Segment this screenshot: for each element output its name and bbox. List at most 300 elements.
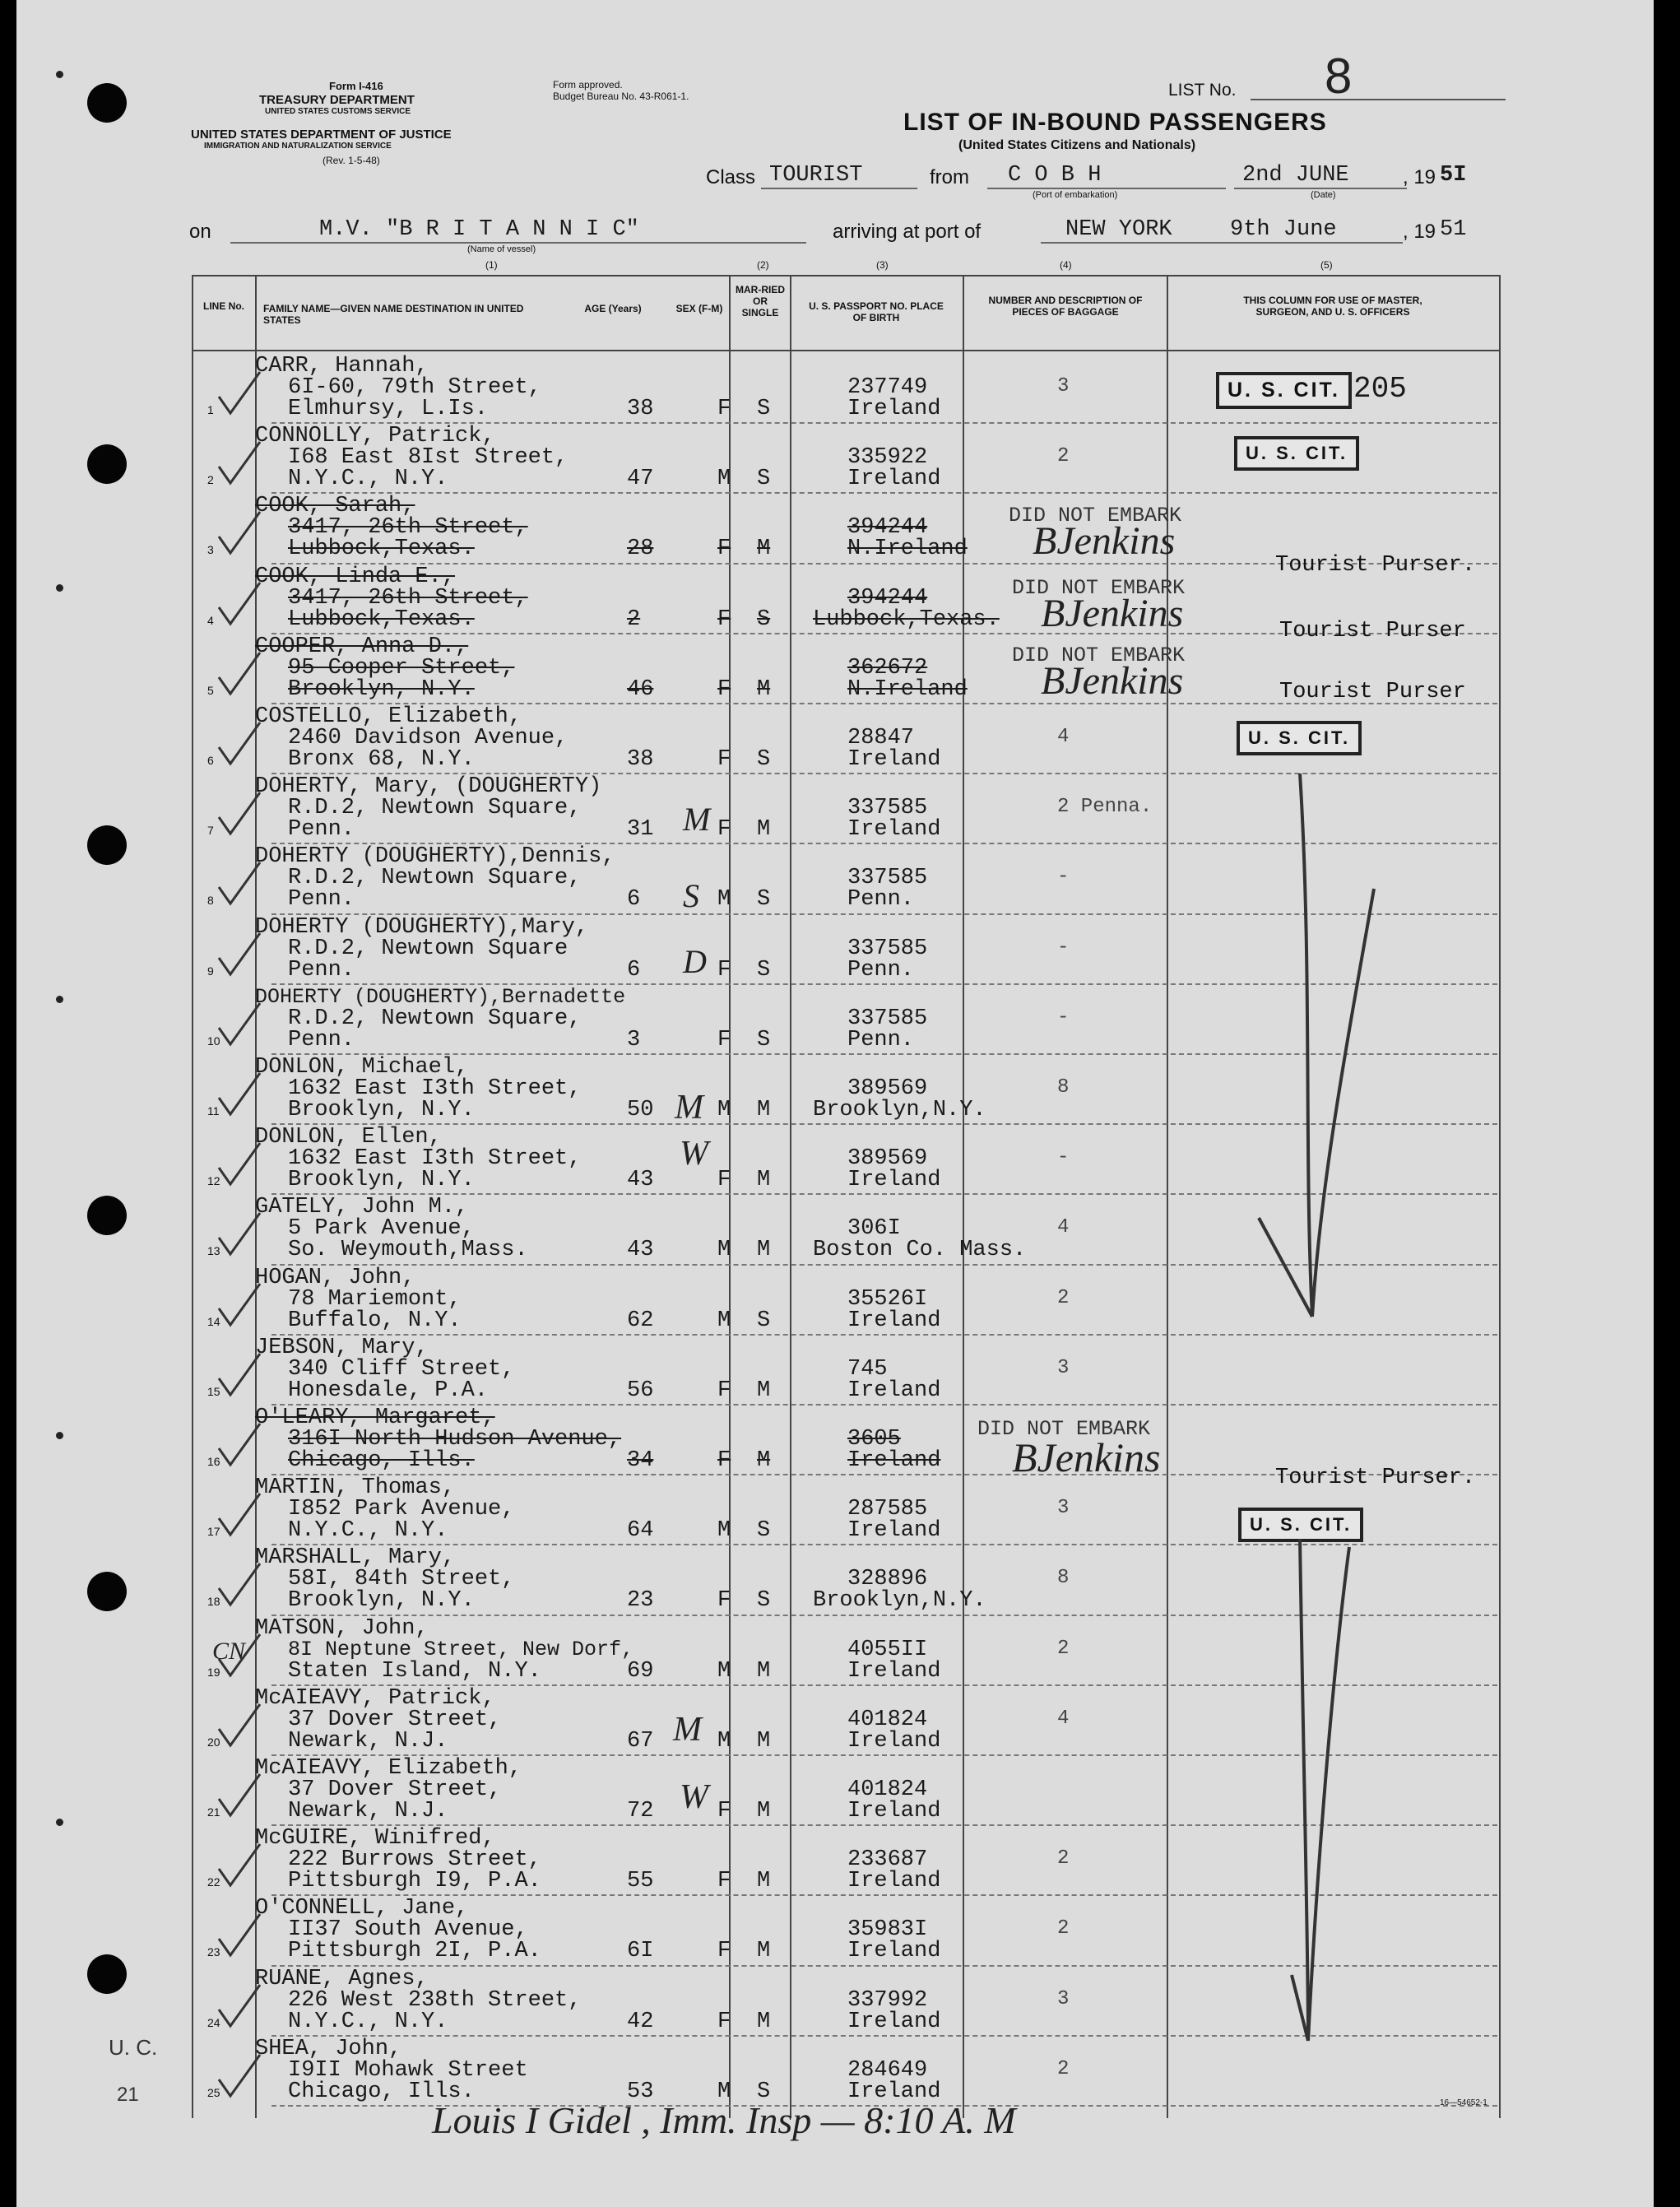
passport-number: 35526I [847, 1286, 928, 1312]
passport-number: 284649 [847, 2057, 928, 2083]
col-married: MAR-RIED OR SINGLE [736, 284, 785, 318]
address-line2: Newark, N.J. [288, 1728, 448, 1754]
line-number: 16 [207, 1455, 220, 1468]
address-line1: R.D.2, Newtown Square, [288, 796, 582, 821]
purser-label: Tourist Purser. [1275, 1466, 1476, 1490]
budget-bureau: Budget Bureau No. 43-R061-1. [553, 91, 689, 102]
address-line1: I9II Mohawk Street [288, 2057, 528, 2083]
age: 34 [627, 1448, 654, 1473]
marital-status: M [757, 676, 771, 702]
address-line2: Penn. [288, 1027, 355, 1052]
address-line1: II37 South Avenue, [288, 1917, 528, 1943]
sex: F [717, 1939, 731, 1964]
address-line2: Lubbock,Texas. [288, 537, 475, 562]
passenger-name: HOGAN, John, [255, 1265, 415, 1290]
age: 38 [627, 747, 654, 772]
place-of-birth: Ireland [847, 2009, 941, 2034]
age: 50 [627, 1098, 654, 1122]
sex: M [717, 887, 731, 913]
passport-number: 394244 [847, 585, 928, 611]
line-number: 17 [207, 1525, 220, 1539]
col-sex: SEX (F-M) [675, 303, 723, 314]
sex: F [717, 1869, 731, 1894]
place-of-birth: Penn. [847, 957, 915, 983]
marital-status: M [757, 1939, 771, 1964]
marital-status: S [757, 1518, 771, 1544]
passenger-name: DONLON, Michael, [255, 1055, 469, 1080]
check-mark-icon [214, 859, 263, 908]
line-number: 19 [207, 1665, 220, 1679]
passport-number: 233687 [847, 1847, 928, 1873]
baggage: - [1057, 936, 1070, 959]
check-mark-icon [214, 649, 263, 699]
marital-status: M [757, 1168, 771, 1193]
check-mark-icon [214, 1771, 263, 1820]
baggage: 2 [1057, 445, 1070, 468]
corner-mark: U. C. [109, 2035, 158, 2060]
table-row [33, 1967, 1670, 2037]
place-of-birth: Lubbock,Texas. [813, 606, 1000, 632]
margin-mark: M [673, 1711, 702, 1749]
age: 56 [627, 1378, 654, 1403]
address-line1: R.D.2, Newtown Square [288, 936, 569, 961]
place-of-birth: Ireland [847, 817, 941, 843]
address-line1: 1632 East I3th Street, [288, 1076, 582, 1101]
place-of-birth: Penn. [847, 887, 915, 913]
purser-label: Tourist Purser [1279, 680, 1466, 704]
did-not-embark-stamp: DID NOT EMBARK [1009, 504, 1182, 527]
check-mark-icon [214, 1140, 263, 1189]
margin-mark: D [683, 943, 707, 980]
check-mark-icon [214, 930, 263, 979]
age: 47 [627, 467, 654, 492]
purser-signature: BJenkins [1012, 1434, 1161, 1480]
line-number: 24 [207, 2015, 220, 2029]
table-row [33, 1266, 1670, 1336]
passenger-name: CARR, Hannah, [255, 354, 429, 379]
marital-status: S [757, 957, 771, 983]
place-of-birth: Ireland [847, 2079, 941, 2104]
marital-status: M [757, 1869, 771, 1894]
sex: F [717, 1588, 731, 1614]
age: 55 [627, 1869, 654, 1894]
line-number: 3 [207, 543, 214, 557]
line-number: 14 [207, 1314, 220, 1328]
passport-number: 287585 [847, 1497, 928, 1522]
address-line1: 95 Cooper Street, [288, 655, 515, 681]
passenger-name: GATELY, John M., [255, 1195, 469, 1220]
age: 31 [627, 817, 654, 843]
passenger-name: DOHERTY (DOUGHERTY),Dennis, [255, 844, 615, 870]
address-line2: Brooklyn, N.Y. [288, 1098, 475, 1122]
margin-mark: W [680, 1778, 708, 1816]
passport-number: 389569 [847, 1146, 928, 1172]
baggage: 2 Penna. [1057, 796, 1153, 819]
place-of-birth: Ireland [847, 747, 941, 772]
line-number: 18 [207, 1595, 220, 1609]
passport-number: 337585 [847, 796, 928, 821]
check-mark-icon [214, 439, 263, 488]
document-page [16, 0, 1654, 2207]
row-divider [271, 422, 1497, 424]
baggage: 8 [1057, 1567, 1070, 1590]
place-of-birth: Ireland [847, 1308, 941, 1333]
age: 53 [627, 2079, 654, 2104]
vessel-caption: (Name of vessel) [467, 244, 536, 254]
passport-number: 745 [847, 1356, 888, 1382]
table-row [33, 1686, 1670, 1756]
address-line1: 58I, 84th Street, [288, 1567, 515, 1592]
sex: M [717, 1518, 731, 1544]
address-line2: Elmhursy, L.Is. [288, 397, 489, 421]
arriving-label: arriving at port of [833, 221, 982, 243]
age: 3 [627, 1027, 641, 1052]
line-number: 1 [207, 403, 214, 416]
passenger-name: MARSHALL, Mary, [255, 1545, 456, 1571]
department-justice: UNITED STATES DEPARTMENT OF JUSTICE [191, 128, 452, 142]
check-mark-icon [214, 369, 263, 418]
passenger-name: O'LEARY, Margaret, [255, 1406, 495, 1430]
passenger-name: DOHERTY (DOUGHERTY),Bernadette [255, 984, 626, 1009]
line-number: 5 [207, 683, 214, 697]
sex: M [717, 1658, 731, 1684]
passenger-name: COOK, Sarah, [255, 494, 415, 519]
place-of-birth: Ireland [847, 1939, 941, 1964]
baggage: - [1057, 866, 1070, 889]
address-line1: 37 Dover Street, [288, 1707, 502, 1732]
address-line2: N.Y.C., N.Y. [288, 467, 448, 492]
check-mark-icon [214, 1350, 263, 1400]
list-number: 8 [1325, 49, 1353, 104]
line-number: 10 [207, 1034, 220, 1048]
arrival-date: 9th June [1230, 217, 1337, 242]
address-line2: Brooklyn, N.Y. [288, 1168, 475, 1193]
us-cit-stamp: U. S. CIT. [1216, 372, 1352, 409]
check-mark-icon [214, 509, 263, 558]
address-line2: So. Weymouth,Mass. [288, 1238, 528, 1263]
check-mark-icon [214, 1490, 263, 1540]
passport-number: 401824 [847, 1707, 928, 1732]
from-value: C O B H [1008, 163, 1102, 188]
class-value: TOURIST [769, 163, 863, 188]
address-line1: R.D.2, Newtown Square, [288, 866, 582, 891]
passenger-name: McGUIRE, Winifred, [255, 1826, 495, 1852]
place-of-birth: Ireland [847, 1378, 941, 1403]
age: 23 [627, 1588, 654, 1614]
table-row [33, 354, 1670, 424]
marital-status: M [757, 1098, 771, 1122]
line-number: 13 [207, 1244, 220, 1258]
sex: M [717, 1308, 731, 1333]
baggage: 3 [1057, 375, 1070, 397]
page-subtitle: (United States Citizens and Nationals) [958, 138, 1196, 152]
address-line1: 8I Neptune Street, New Dorf, [288, 1637, 634, 1661]
passport-number: 394244 [847, 515, 928, 541]
margin-mark: CN [212, 1638, 246, 1665]
address-line1: 5 Park Avenue, [288, 1216, 475, 1242]
on-label: on [189, 221, 211, 243]
check-mark-icon [214, 1070, 263, 1119]
passport-number: 337585 [847, 1006, 928, 1031]
col-num-2: (2) [757, 259, 769, 271]
col-num-4: (4) [1060, 259, 1072, 271]
marital-status: M [757, 1238, 771, 1263]
place-of-birth: Brooklyn,N.Y. [813, 1588, 986, 1614]
place-of-birth: Ireland [847, 1168, 941, 1193]
address-line2: Chicago, Ills. [288, 1448, 475, 1473]
baggage: 3 [1057, 1987, 1070, 2010]
did-not-embark-stamp: DID NOT EMBARK [1012, 644, 1186, 667]
passenger-name: DOHERTY, Mary, (DOUGHERTY) [255, 774, 602, 800]
place-of-birth: N.Ireland [847, 676, 968, 702]
col-name: FAMILY NAME—GIVEN NAME DESTINATION IN UNITED STATES [263, 303, 524, 326]
address-line2: Pittsburgh I9, P.A. [288, 1869, 541, 1894]
line-number: 2 [207, 473, 214, 487]
table-row [33, 1055, 1670, 1125]
marital-status: M [757, 1378, 771, 1403]
address-line1: R.D.2, Newtown Square, [288, 1006, 582, 1031]
table-row [33, 1545, 1670, 1615]
line-number: 23 [207, 1945, 220, 1959]
form-approved: Form approved. [553, 79, 623, 91]
passenger-name: DOHERTY (DOUGHERTY),Mary, [255, 914, 589, 940]
address-line1: 226 West 238th Street, [288, 1987, 582, 2013]
marital-status: M [757, 1728, 771, 1754]
line-number: 7 [207, 824, 214, 838]
port-caption: (Port of embarkation) [1033, 190, 1118, 200]
passenger-name: COOPER, Anna D., [255, 634, 469, 659]
passport-number: 335922 [847, 445, 928, 471]
passport-number: 337992 [847, 1987, 928, 2013]
table-row [33, 1616, 1670, 1686]
baggage: 4 [1057, 1707, 1070, 1730]
table-row [33, 1125, 1670, 1195]
line-number: 11 [207, 1104, 220, 1117]
age: 72 [627, 1799, 654, 1824]
address-line1: 1632 East I3th Street, [288, 1146, 582, 1172]
check-mark-icon [214, 1280, 263, 1330]
address-line2: Buffalo, N.Y. [288, 1308, 462, 1333]
col-num-3: (3) [876, 259, 889, 271]
address-line2: Brooklyn, N.Y. [288, 1588, 475, 1614]
sex: F [717, 676, 731, 702]
place-of-birth: Ireland [847, 467, 941, 492]
baggage: 4 [1057, 726, 1070, 748]
age: 62 [627, 1308, 654, 1333]
sex: F [717, 1799, 731, 1824]
age: 64 [627, 1518, 654, 1544]
purser-signature: BJenkins [1041, 592, 1184, 635]
address-line2: N.Y.C., N.Y. [288, 2009, 448, 2034]
us-cit-stamp: U. S. CIT. [1237, 721, 1362, 755]
year1-value: 5I [1440, 163, 1467, 188]
marital-status: S [757, 747, 771, 772]
passenger-name: RUANE, Agnes, [255, 1966, 429, 1991]
sex: F [717, 747, 731, 772]
passenger-name: McAIEAVY, Elizabeth, [255, 1756, 522, 1781]
table-row [33, 2037, 1670, 2107]
place-of-birth: Brooklyn,N.Y. [813, 1098, 986, 1122]
check-mark-icon [214, 1841, 263, 1890]
table-row [33, 704, 1670, 774]
purser-label: Tourist Purser [1279, 619, 1466, 644]
address-line2: N.Y.C., N.Y. [288, 1518, 448, 1544]
sex: M [717, 2079, 731, 2104]
sex: M [717, 1238, 731, 1263]
us-cit-stamp: U. S. CIT. [1238, 1508, 1363, 1542]
check-mark-icon [214, 1911, 263, 1960]
check-mark-icon [214, 719, 263, 769]
check-mark-icon [214, 1210, 263, 1259]
date-caption: (Date) [1311, 190, 1336, 200]
table-row [33, 1826, 1670, 1896]
age: 43 [627, 1168, 654, 1193]
line-number: 9 [207, 964, 214, 978]
col-num-5: (5) [1320, 259, 1333, 271]
address-line2: Honesdale, P.A. [288, 1378, 489, 1403]
age: 28 [627, 537, 654, 562]
passenger-name: McAIEAVY, Patrick, [255, 1685, 495, 1711]
marital-status: S [757, 397, 771, 421]
line-number: 4 [207, 613, 214, 627]
vessel-name: M.V. "B R I T A N N I C" [319, 217, 639, 242]
margin-mark: S [683, 877, 699, 914]
baggage: 2 [1057, 1637, 1070, 1660]
passport-number: 337585 [847, 936, 928, 961]
line-number: 25 [207, 2085, 220, 2099]
sex: F [717, 606, 731, 632]
address-line1: 340 Cliff Street, [288, 1356, 515, 1382]
table-row [33, 1896, 1670, 1966]
sex: F [717, 957, 731, 983]
passenger-name: JEBSON, Mary, [255, 1335, 429, 1360]
passport-number: 3605 [847, 1427, 901, 1452]
punch-hole [87, 83, 127, 123]
address-line1: 3417, 26th Street, [288, 585, 528, 611]
check-mark-icon [214, 789, 263, 839]
form-number: Form I-416 [329, 80, 383, 92]
place-of-birth: Ireland [847, 1728, 941, 1754]
check-mark-icon [214, 1560, 263, 1610]
age: 6 [627, 887, 641, 913]
count-annotation: 205 [1353, 372, 1407, 406]
table-row [33, 1756, 1670, 1826]
table-row [33, 1336, 1670, 1406]
line-number: 20 [207, 1735, 220, 1749]
baggage: 2 [1057, 1286, 1070, 1309]
list-no-label: LIST No. [1168, 81, 1237, 100]
sex: F [717, 817, 731, 843]
address-line1: I852 Park Avenue, [288, 1497, 515, 1522]
place-of-birth: Ireland [847, 397, 941, 421]
table-row [33, 915, 1670, 985]
place-of-birth: N.Ireland [847, 537, 968, 562]
margin-mark: M [675, 1089, 703, 1127]
pencil-check-strokes [1168, 724, 1382, 2140]
col-passport: U. S. PASSPORT NO. PLACE OF BIRTH [809, 300, 944, 323]
col-num-1: (1) [485, 259, 498, 271]
passenger-name: COOK, Linda E., [255, 564, 456, 589]
check-mark-icon [214, 579, 263, 629]
us-cit-stamp: U. S. CIT. [1234, 436, 1359, 471]
print-code: 16—54652-1 [1440, 2098, 1487, 2107]
passenger-name: COSTELLO, Elizabeth, [255, 704, 522, 729]
address-line2: Newark, N.J. [288, 1799, 448, 1824]
passport-number: 389569 [847, 1076, 928, 1101]
department-treasury: TREASURY DEPARTMENT [259, 93, 415, 107]
address-line2: Brooklyn, N.Y. [288, 676, 475, 702]
passenger-name: DONLON, Ellen, [255, 1125, 442, 1150]
corner-number: 21 [117, 2084, 139, 2106]
address-line1: 37 Dover Street, [288, 1777, 502, 1802]
passenger-name: CONNOLLY, Patrick, [255, 424, 495, 449]
age: 2 [627, 606, 641, 632]
margin-mark: M [683, 801, 711, 838]
check-mark-icon [214, 1701, 263, 1750]
arrival-port: NEW YORK [1065, 217, 1172, 242]
address-line1: I68 East 8Ist Street, [288, 445, 569, 471]
address-line2: Chicago, Ills. [288, 2079, 475, 2104]
line-number: 22 [207, 1875, 220, 1889]
marital-status: M [757, 817, 771, 843]
address-line2: Penn. [288, 887, 355, 913]
sex: M [717, 1098, 731, 1122]
table-row [33, 985, 1670, 1055]
place-of-birth: Boston Co. Mass. [813, 1238, 1027, 1263]
marital-status: S [757, 887, 771, 913]
baggage: 3 [1057, 1356, 1070, 1379]
passport-number: 35983I [847, 1917, 928, 1943]
address-line2: Penn. [288, 817, 355, 843]
place-of-birth: Penn. [847, 1027, 915, 1052]
address-line1: 316I North Hudson Avenue, [288, 1427, 622, 1452]
col-line: LINE No. [203, 300, 244, 312]
row-divider [271, 492, 1497, 494]
year2-prefix: , 19 [1403, 221, 1436, 243]
address-line2: Staten Island, N.Y. [288, 1658, 541, 1684]
baggage: 2 [1057, 1847, 1070, 1870]
sex: F [717, 1168, 731, 1193]
purser-label: Tourist Purser. [1275, 553, 1476, 578]
baggage: 4 [1057, 1216, 1070, 1239]
age: 43 [627, 1238, 654, 1263]
customs-service: UNITED STATES CUSTOMS SERVICE [265, 107, 411, 116]
line-number: 15 [207, 1384, 220, 1398]
line-number: 21 [207, 1805, 220, 1819]
table-row [33, 774, 1670, 844]
check-mark-icon [214, 1000, 263, 1049]
baggage: 8 [1057, 1076, 1070, 1099]
age: 46 [627, 676, 654, 702]
passport-number: 401824 [847, 1777, 928, 1802]
line-number: 12 [207, 1174, 220, 1188]
sex: F [717, 537, 731, 562]
passenger-name: SHEA, John, [255, 2036, 402, 2061]
line-number: 6 [207, 754, 214, 767]
age: 69 [627, 1658, 654, 1684]
baggage: 2 [1057, 1917, 1070, 1940]
address-line1: 2460 Davidson Avenue, [288, 726, 569, 750]
passport-number: 4055II [847, 1637, 928, 1662]
sex: F [717, 1027, 731, 1052]
revision: (Rev. 1-5-48) [323, 155, 380, 166]
table-row [33, 844, 1670, 914]
page-title: LIST OF IN-BOUND PASSENGERS [903, 109, 1327, 136]
check-mark-icon [214, 1982, 263, 2031]
sex: F [717, 1378, 731, 1403]
marital-status: S [757, 1027, 771, 1052]
marital-status: M [757, 537, 771, 562]
